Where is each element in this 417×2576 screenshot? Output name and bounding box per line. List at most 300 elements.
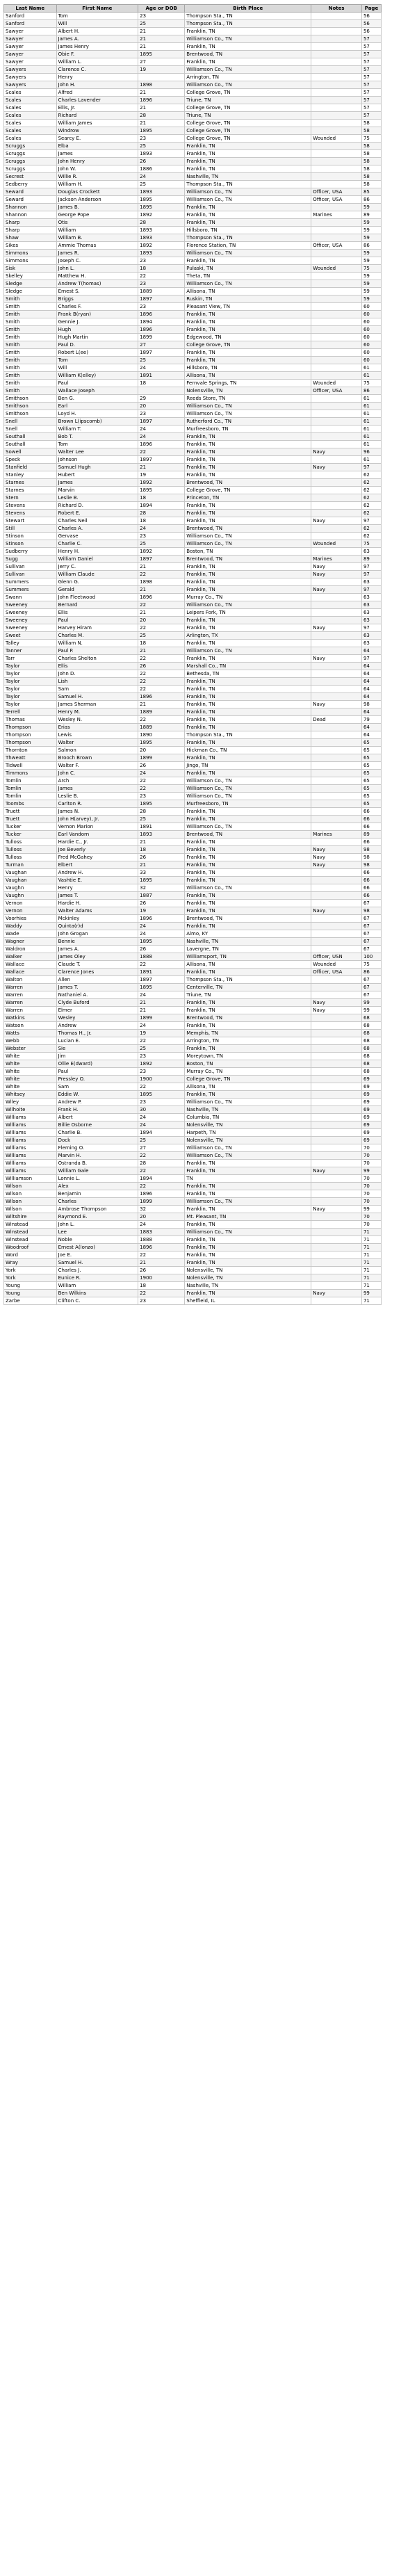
table-row[interactable] (4, 1290, 382, 1297)
last-name-cell: Taylor (4, 701, 57, 708)
first-name-cell: Clyde Buford (56, 999, 138, 1007)
table-row[interactable] (4, 181, 382, 188)
age-or-dob-cell: 1893 (138, 188, 185, 196)
notes-cell (311, 364, 362, 372)
last-name-cell: Williams (4, 1167, 57, 1175)
last-name-cell: Sullivan (4, 571, 57, 578)
birth-place-cell: Centerville, TN (185, 984, 311, 991)
table-row[interactable] (4, 1206, 382, 1213)
notes-cell (311, 58, 362, 66)
last-name-cell: Smith (4, 349, 57, 357)
table-row[interactable] (4, 28, 382, 35)
table-row[interactable] (4, 326, 382, 334)
table-row[interactable] (4, 586, 382, 594)
notes-cell: Navy (311, 586, 362, 594)
last-name-cell: Winstead (4, 1229, 57, 1236)
notes-cell (311, 112, 362, 120)
table-row[interactable] (4, 227, 382, 234)
birth-place-cell: Franklin, TN (185, 655, 311, 663)
age-or-dob-cell: 1895 (138, 487, 185, 494)
table-row[interactable] (4, 731, 382, 739)
birth-place-cell: Allisona, TN (185, 288, 311, 295)
last-name-cell: Tidwell (4, 762, 57, 770)
table-row[interactable] (4, 1229, 382, 1236)
table-row[interactable] (4, 563, 382, 571)
page-cell: 61 (361, 372, 381, 380)
last-name-cell: Tucker (4, 831, 57, 839)
notes-cell (311, 1129, 362, 1137)
age-or-dob-cell: 22 (138, 1037, 185, 1045)
page-cell: 98 (361, 907, 381, 915)
last-name-cell: Tulloss (4, 839, 57, 846)
table-row[interactable] (4, 150, 382, 158)
first-name-cell: Ollie E(dward) (56, 1060, 138, 1068)
table-row[interactable] (4, 1076, 382, 1083)
table-row[interactable] (4, 907, 382, 915)
last-name-cell: Thweatt (4, 754, 57, 762)
table-row[interactable] (4, 510, 382, 517)
table-row[interactable] (4, 234, 382, 242)
birth-place-cell: Franklin, TN (185, 816, 311, 823)
table-row[interactable] (4, 66, 382, 74)
table-row[interactable] (4, 372, 382, 380)
last-name-cell: White (4, 1060, 57, 1068)
table-row[interactable] (4, 410, 382, 418)
table-row[interactable] (4, 1274, 382, 1282)
last-name-cell: Sweeney (4, 609, 57, 617)
page-cell: 57 (361, 89, 381, 97)
table-row[interactable] (4, 670, 382, 678)
page-cell: 61 (361, 433, 381, 441)
column-header-first-name[interactable]: First Name (56, 5, 138, 13)
table-row[interactable] (4, 1244, 382, 1251)
column-header-age-or-dob[interactable]: Age or DOB (138, 5, 185, 13)
notes-cell (311, 357, 362, 364)
table-row[interactable] (4, 295, 382, 303)
table-row[interactable] (4, 318, 382, 326)
table-row[interactable] (4, 1144, 382, 1152)
table-row[interactable] (4, 1022, 382, 1030)
table-row[interactable] (4, 938, 382, 946)
page-cell: 62 (361, 494, 381, 502)
table-row[interactable] (4, 923, 382, 930)
table-row[interactable] (4, 1251, 382, 1259)
birth-place-cell: Arlington, TX (185, 632, 311, 640)
table-row[interactable] (4, 311, 382, 318)
first-name-cell: William L. (56, 58, 138, 66)
table-row[interactable] (4, 930, 382, 938)
table-row[interactable] (4, 861, 382, 869)
table-row[interactable] (4, 81, 382, 89)
page-cell: 67 (361, 946, 381, 953)
notes-cell: Navy (311, 1290, 362, 1297)
table-row[interactable] (4, 816, 382, 823)
notes-cell (311, 693, 362, 701)
table-row[interactable] (4, 540, 382, 548)
first-name-cell: Bernard (56, 601, 138, 609)
table-row[interactable] (4, 517, 382, 525)
table-row[interactable] (4, 211, 382, 219)
notes-cell: Officer, USN (311, 953, 362, 961)
table-row[interactable] (4, 1068, 382, 1076)
table-row[interactable] (4, 471, 382, 479)
table-row[interactable] (4, 403, 382, 410)
table-row[interactable] (4, 35, 382, 43)
table-row[interactable] (4, 74, 382, 81)
table-row[interactable] (4, 349, 382, 357)
table-row[interactable] (4, 1121, 382, 1129)
page-cell: 59 (361, 204, 381, 211)
table-row[interactable] (4, 640, 382, 647)
last-name-cell: Williams (4, 1160, 57, 1167)
birth-place-cell: Williamson Co., TN (185, 81, 311, 89)
table-row[interactable] (4, 770, 382, 777)
age-or-dob-cell: 23 (138, 1068, 185, 1076)
table-row[interactable] (4, 43, 382, 51)
table-row[interactable] (4, 1007, 382, 1014)
table-row[interactable] (4, 334, 382, 341)
page-cell: 68 (361, 1045, 381, 1053)
last-name-cell: Taylor (4, 670, 57, 678)
table-row[interactable] (4, 1221, 382, 1229)
table-row[interactable] (4, 1297, 382, 1305)
page-cell: 57 (361, 51, 381, 58)
table-row[interactable] (4, 20, 382, 28)
table-row[interactable] (4, 1259, 382, 1267)
table-row[interactable] (4, 288, 382, 295)
last-name-cell: Wilson (4, 1190, 57, 1198)
table-row[interactable] (4, 617, 382, 624)
table-row[interactable] (4, 364, 382, 372)
age-or-dob-cell: 24 (138, 770, 185, 777)
table-row[interactable] (4, 969, 382, 976)
table-row[interactable] (4, 127, 382, 135)
column-header-notes[interactable]: Notes (311, 5, 362, 13)
page-cell: 71 (361, 1259, 381, 1267)
age-or-dob-cell: 20 (138, 747, 185, 754)
table-row[interactable] (4, 831, 382, 839)
table-row[interactable] (4, 777, 382, 785)
column-header-birth-place[interactable]: Birth Place (185, 5, 311, 13)
table-row[interactable] (4, 1037, 382, 1045)
table-row[interactable] (4, 548, 382, 556)
age-or-dob-cell: 25 (138, 20, 185, 28)
column-header-page[interactable]: Page (361, 5, 381, 13)
page-cell: 65 (361, 800, 381, 808)
table-row[interactable] (4, 578, 382, 586)
table-row[interactable] (4, 1167, 382, 1175)
table-row[interactable] (4, 961, 382, 969)
table-row[interactable] (4, 1282, 382, 1290)
table-row[interactable] (4, 280, 382, 288)
table-row[interactable] (4, 556, 382, 563)
table-row[interactable] (4, 303, 382, 311)
table-row[interactable] (4, 357, 382, 364)
table-row[interactable] (4, 502, 382, 510)
table-row[interactable] (4, 785, 382, 793)
last-name-cell: Thompson (4, 731, 57, 739)
table-row[interactable] (4, 441, 382, 448)
table-row[interactable] (4, 991, 382, 999)
table-row[interactable] (4, 1213, 382, 1221)
notes-cell (311, 181, 362, 188)
table-row[interactable] (4, 1114, 382, 1121)
first-name-cell: Wesley N. (56, 716, 138, 724)
table-row[interactable] (4, 1198, 382, 1206)
birth-place-cell: Williamson Co., TN (185, 1229, 311, 1236)
table-row[interactable] (4, 1175, 382, 1183)
table-row[interactable] (4, 601, 382, 609)
table-row[interactable] (4, 1129, 382, 1137)
table-row[interactable] (4, 395, 382, 403)
first-name-cell: Briggs (56, 295, 138, 303)
table-row[interactable] (4, 143, 382, 150)
first-name-cell: Sie (56, 1045, 138, 1053)
table-row[interactable] (4, 1137, 382, 1144)
table-row[interactable] (4, 762, 382, 770)
table-row[interactable] (4, 97, 382, 104)
notes-cell (311, 426, 362, 433)
last-name-cell: Sweet (4, 632, 57, 640)
notes-cell (311, 295, 362, 303)
page-cell: 64 (361, 693, 381, 701)
table-row[interactable] (4, 976, 382, 984)
table-row[interactable] (4, 1183, 382, 1190)
page-cell: 79 (361, 716, 381, 724)
last-name-cell: Zarbe (4, 1297, 57, 1305)
table-row[interactable] (4, 219, 382, 227)
age-or-dob-cell: 28 (138, 808, 185, 816)
first-name-cell: Eddie W. (56, 1091, 138, 1099)
notes-cell (311, 900, 362, 907)
table-row[interactable] (4, 433, 382, 441)
first-name-cell: Arch (56, 777, 138, 785)
birth-place-cell: Franklin, TN (185, 1022, 311, 1030)
table-row[interactable] (4, 900, 382, 907)
table-row[interactable] (4, 418, 382, 426)
table-row[interactable] (4, 135, 382, 143)
table-row[interactable] (4, 265, 382, 273)
table-row[interactable] (4, 724, 382, 731)
table-row[interactable] (4, 571, 382, 578)
table-row[interactable] (4, 632, 382, 640)
table-row[interactable] (4, 456, 382, 464)
notes-cell (311, 923, 362, 930)
last-name-cell: White (4, 1083, 57, 1091)
age-or-dob-cell: 30 (138, 1106, 185, 1114)
table-row[interactable] (4, 946, 382, 953)
page-cell: 97 (361, 517, 381, 525)
page-cell: 70 (361, 1152, 381, 1160)
table-row[interactable] (4, 609, 382, 617)
table-row[interactable] (4, 708, 382, 716)
table-row[interactable] (4, 647, 382, 655)
table-row[interactable] (4, 1190, 382, 1198)
table-row[interactable] (4, 1099, 382, 1106)
last-name-cell: Warren (4, 999, 57, 1007)
age-or-dob-cell: 21 (138, 861, 185, 869)
table-row[interactable] (4, 479, 382, 487)
notes-cell: Navy (311, 1007, 362, 1014)
table-row[interactable] (4, 984, 382, 991)
notes-cell (311, 946, 362, 953)
page-cell: 59 (361, 227, 381, 234)
notes-cell: Wounded (311, 540, 362, 548)
notes-cell (311, 884, 362, 892)
notes-cell (311, 762, 362, 770)
birth-place-cell: Williamson Co., TN (185, 647, 311, 655)
birth-place-cell: Franklin, TN (185, 571, 311, 578)
notes-cell (311, 28, 362, 35)
first-name-cell: Elba (56, 143, 138, 150)
table-row[interactable] (4, 1045, 382, 1053)
last-name-cell: Snell (4, 426, 57, 433)
page-cell: 61 (361, 410, 381, 418)
table-row[interactable] (4, 839, 382, 846)
table-row[interactable] (4, 448, 382, 456)
table-row[interactable] (4, 494, 382, 502)
table-row[interactable] (4, 869, 382, 877)
table-row[interactable] (4, 1236, 382, 1244)
table-row[interactable] (4, 13, 382, 20)
last-name-cell: Scruggs (4, 150, 57, 158)
table-row[interactable] (4, 1152, 382, 1160)
age-or-dob-cell: 1899 (138, 754, 185, 762)
table-row[interactable] (4, 51, 382, 58)
birth-place-cell: Franklin, TN (185, 318, 311, 326)
table-row[interactable] (4, 953, 382, 961)
age-or-dob-cell: 21 (138, 35, 185, 43)
table-row[interactable] (4, 525, 382, 533)
notes-cell: Navy (311, 517, 362, 525)
age-or-dob-cell: 24 (138, 1114, 185, 1121)
table-row[interactable] (4, 196, 382, 204)
table-row[interactable] (4, 104, 382, 112)
table-row[interactable] (4, 999, 382, 1007)
last-name-cell: Sweeney (4, 601, 57, 609)
last-name-cell: Sawyer (4, 51, 57, 58)
first-name-cell: Nathaniel A. (56, 991, 138, 999)
table-row[interactable] (4, 663, 382, 670)
table-row[interactable] (4, 1014, 382, 1022)
table-row[interactable] (4, 1030, 382, 1037)
page-cell: 57 (361, 66, 381, 74)
table-row[interactable] (4, 188, 382, 196)
table-row[interactable] (4, 915, 382, 923)
table-row[interactable] (4, 594, 382, 601)
last-name-cell: Sawyers (4, 81, 57, 89)
table-row[interactable] (4, 158, 382, 165)
table-row[interactable] (4, 624, 382, 632)
table-row[interactable] (4, 1106, 382, 1114)
age-or-dob-cell: 25 (138, 143, 185, 150)
table-row[interactable] (4, 701, 382, 708)
table-row[interactable] (4, 1053, 382, 1060)
table-row[interactable] (4, 754, 382, 762)
table-row[interactable] (4, 341, 382, 349)
age-or-dob-cell: 1892 (138, 1060, 185, 1068)
table-row[interactable] (4, 533, 382, 540)
table-row[interactable] (4, 173, 382, 181)
page-cell: 64 (361, 686, 381, 693)
first-name-cell: Tom (56, 357, 138, 364)
table-row[interactable] (4, 655, 382, 663)
table-row[interactable] (4, 257, 382, 265)
notes-cell (311, 418, 362, 426)
table-row[interactable] (4, 1160, 382, 1167)
table-row[interactable] (4, 58, 382, 66)
age-or-dob-cell: 25 (138, 1137, 185, 1144)
table-row[interactable] (4, 273, 382, 280)
page-cell: 69 (361, 1121, 381, 1129)
notes-cell: Navy (311, 846, 362, 854)
birth-place-cell: Williamson Co., TN (185, 1152, 311, 1160)
table-row[interactable] (4, 793, 382, 800)
table-row[interactable] (4, 242, 382, 250)
age-or-dob-cell: 22 (138, 678, 185, 686)
table-row[interactable] (4, 846, 382, 854)
table-row[interactable] (4, 884, 382, 892)
column-header-last-name[interactable]: Last Name (4, 5, 57, 13)
table-row[interactable] (4, 1091, 382, 1099)
page-cell: 71 (361, 1236, 381, 1244)
first-name-cell: Marvin H. (56, 1152, 138, 1160)
notes-cell (311, 1152, 362, 1160)
table-row[interactable] (4, 1083, 382, 1091)
table-row[interactable] (4, 204, 382, 211)
notes-cell (311, 43, 362, 51)
notes-cell (311, 548, 362, 556)
first-name-cell: James (56, 785, 138, 793)
table-row[interactable] (4, 426, 382, 433)
table-row[interactable] (4, 464, 382, 471)
table-row[interactable] (4, 747, 382, 754)
table-row[interactable] (4, 854, 382, 861)
table-row[interactable] (4, 380, 382, 387)
table-row[interactable] (4, 892, 382, 900)
table-row[interactable] (4, 678, 382, 686)
birth-place-cell: Williamson Co., TN (185, 785, 311, 793)
table-row[interactable] (4, 487, 382, 494)
table-row[interactable] (4, 120, 382, 127)
table-row[interactable] (4, 165, 382, 173)
table-row[interactable] (4, 823, 382, 831)
table-row[interactable] (4, 387, 382, 395)
table-row[interactable] (4, 877, 382, 884)
last-name-cell: Scales (4, 112, 57, 120)
table-row[interactable] (4, 808, 382, 816)
table-row[interactable] (4, 739, 382, 747)
table-row[interactable] (4, 112, 382, 120)
page-cell: 75 (361, 265, 381, 273)
last-name-cell: Wiltshire (4, 1213, 57, 1221)
table-row[interactable] (4, 716, 382, 724)
age-or-dob-cell: 1888 (138, 1236, 185, 1244)
first-name-cell: Elmer (56, 1007, 138, 1014)
table-row[interactable] (4, 1267, 382, 1274)
table-row[interactable] (4, 89, 382, 97)
table-row[interactable] (4, 693, 382, 701)
age-or-dob-cell: 23 (138, 1297, 185, 1305)
table-row[interactable] (4, 800, 382, 808)
birth-place-cell: Brentwood, TN (185, 479, 311, 487)
age-or-dob-cell: 24 (138, 364, 185, 372)
table-row[interactable] (4, 250, 382, 257)
first-name-cell: Will (56, 20, 138, 28)
birth-place-cell: Nashville, TN (185, 938, 311, 946)
table-row[interactable] (4, 686, 382, 693)
table-row[interactable] (4, 1060, 382, 1068)
